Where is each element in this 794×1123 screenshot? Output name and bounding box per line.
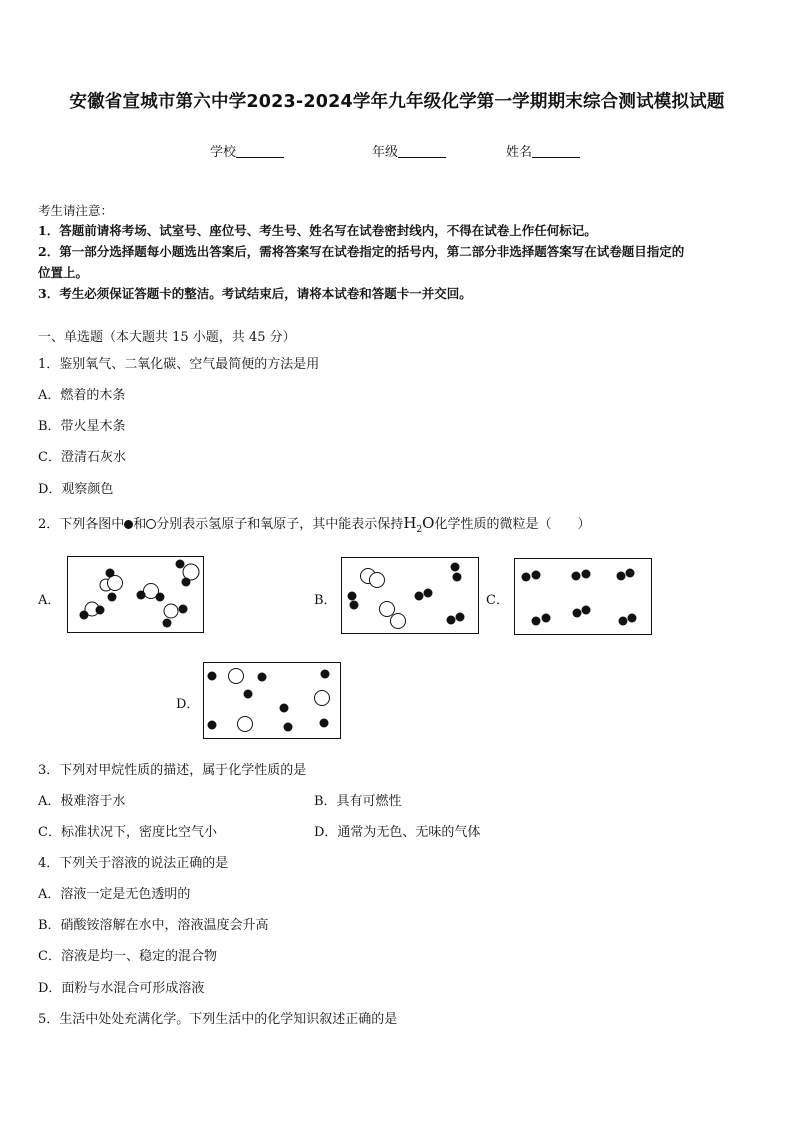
hydrogen-atom xyxy=(522,573,531,582)
hydrogen-atom xyxy=(208,721,217,730)
school-label: 学校 xyxy=(210,145,237,160)
q3-option-a[interactable]: A．极难溶于水 xyxy=(38,794,126,809)
hydrogen-atom xyxy=(626,569,635,578)
q1-option-a[interactable]: A．燃着的木条 xyxy=(38,388,126,403)
name-label: 姓名 xyxy=(506,145,533,160)
q1-stem: 1．鉴别氧气、二氧化碳、空气最简便的方法是用 xyxy=(38,357,320,372)
oxygen-atom xyxy=(380,602,395,617)
name-field[interactable] xyxy=(506,141,580,160)
oxygen-atom xyxy=(108,576,123,591)
school-blank[interactable] xyxy=(236,144,284,158)
q5-stem: 5．生活中处处充满化学。下列生活中的化学知识叙述正确的是 xyxy=(38,1012,398,1027)
name-blank[interactable] xyxy=(532,144,580,158)
q1-option-d[interactable]: D．观察颜色 xyxy=(38,482,114,497)
q1-option-c[interactable]: C．澄清石灰水 xyxy=(38,450,126,465)
section-heading: 一、单选题（本大题共 15 小题，共 45 分） xyxy=(38,330,296,345)
q3-option-d[interactable]: D．通常为无色、无味的气体 xyxy=(314,825,481,840)
grade-blank[interactable] xyxy=(398,144,446,158)
q2-label-d[interactable]: D． xyxy=(176,697,200,712)
hydrogen-atom xyxy=(628,614,637,623)
q2-diagram-d[interactable] xyxy=(203,662,341,739)
hydrogen-atom xyxy=(179,605,188,614)
hydrogen-atom xyxy=(284,723,293,732)
q2-diagram-a[interactable] xyxy=(67,556,204,633)
notice-item-3: 3．考生必须保证答题卡的整洁。考试结束后，请将本试卷和答题卡一并交回。 xyxy=(38,286,472,301)
q2-stem-part1: 2．下列各图中 xyxy=(38,517,125,532)
hydrogen-atom xyxy=(532,617,541,626)
hydrogen-atom xyxy=(582,570,591,579)
q2-label-b[interactable]: B． xyxy=(314,593,337,608)
hydrogen-atom xyxy=(156,593,165,602)
hydrogen-atom xyxy=(617,572,626,581)
q2-diagram-b[interactable] xyxy=(341,557,479,634)
oxygen-atom xyxy=(164,604,178,618)
q2-stem xyxy=(38,513,590,535)
grade-label: 年级 xyxy=(372,145,399,160)
hydrogen-atom xyxy=(280,704,289,713)
hydrogen-atom xyxy=(542,614,551,623)
q3-option-c[interactable]: C．标准状况下，密度比空气小 xyxy=(38,825,217,840)
notice-heading: 考生请注意： xyxy=(38,203,114,218)
notice-item-2-cont: 位置上。 xyxy=(38,265,89,280)
hydrogen-atom xyxy=(350,601,359,610)
hydrogen-atom xyxy=(163,619,172,628)
hydrogen-atom xyxy=(321,670,330,679)
hydrogen-atom xyxy=(258,673,267,682)
q4-option-c[interactable]: C．溶液是均一、稳定的混合物 xyxy=(38,949,217,964)
q2-stem-part2: 分别表示氢原子和氧原子，其中能表示保持 xyxy=(156,517,404,532)
hydrogen-atom xyxy=(453,573,462,582)
q4-option-d[interactable]: D．面粉与水混合可形成溶液 xyxy=(38,981,205,996)
oxygen-atom xyxy=(370,573,385,588)
h2o-formula: $H_2O$ xyxy=(403,514,435,535)
hydrogen-atom xyxy=(424,589,433,598)
q3-option-b[interactable]: B．具有可燃性 xyxy=(314,794,402,809)
q4-option-a[interactable]: A．溶液一定是无色透明的 xyxy=(38,887,191,902)
hydrogen-atom xyxy=(96,606,105,615)
hydrogen-atom xyxy=(176,560,185,569)
hydrogen-atom xyxy=(348,592,357,601)
oxygen-atom xyxy=(391,614,406,629)
hydrogen-atom xyxy=(532,571,541,580)
grade-field[interactable] xyxy=(372,141,446,160)
hydrogen-atom xyxy=(415,592,424,601)
hydrogen-atom xyxy=(208,672,217,681)
q4-stem: 4．下列关于溶液的说法正确的是 xyxy=(38,856,229,871)
oxygen-atom xyxy=(229,669,244,684)
oxygen-atom xyxy=(238,717,253,732)
q2-stem-and: 和 xyxy=(133,517,147,532)
hydrogen-atom xyxy=(320,719,329,728)
q4-option-b[interactable]: B．硝酸铵溶解在水中，溶液温度会升高 xyxy=(38,918,269,933)
q2-stem-part3: 化学性质的微粒是（ ） xyxy=(434,517,591,532)
hydrogen-atom xyxy=(80,611,89,620)
oxygen-atom xyxy=(315,691,330,706)
oxygen-circle-icon xyxy=(146,519,156,529)
hydrogen-atom xyxy=(106,569,115,578)
hydrogen-atom xyxy=(451,563,460,572)
page-title: 安徽省宣城市第六中学2023-2024学年九年级化学第一学期期末综合测试模拟试题 xyxy=(69,92,725,112)
q2-label-c[interactable]: C． xyxy=(486,593,509,608)
q2-diagram-c[interactable] xyxy=(514,558,652,635)
hydrogen-atom xyxy=(447,616,456,625)
hydrogen-atom xyxy=(582,606,591,615)
hydrogen-atom xyxy=(572,572,581,581)
hydrogen-dot-icon xyxy=(124,520,133,529)
q2-label-a[interactable]: A． xyxy=(38,593,61,608)
hydrogen-atom xyxy=(137,591,146,600)
hydrogen-atom xyxy=(182,578,191,587)
hydrogen-atom xyxy=(456,613,465,622)
q3-stem: 3．下列对甲烷性质的描述，属于化学性质的是 xyxy=(38,763,307,778)
hydrogen-atom xyxy=(619,617,628,626)
hydrogen-atom xyxy=(573,609,582,618)
hydrogen-atom xyxy=(244,690,253,699)
hydrogen-atom xyxy=(108,593,117,602)
school-field[interactable] xyxy=(210,141,284,160)
q1-option-b[interactable]: B．带火星木条 xyxy=(38,419,126,434)
notice-item-2: 2．第一部分选择题每小题选出答案后，需将答案写在试卷指定的括号内，第二部分非选择题答案写在试卷题目指定的 xyxy=(38,244,685,259)
notice-item-1: 1．答题前请将考场、试室号、座位号、考生号、姓名写在试卷密封线内，不得在试卷上作任何标记。 xyxy=(38,223,597,238)
